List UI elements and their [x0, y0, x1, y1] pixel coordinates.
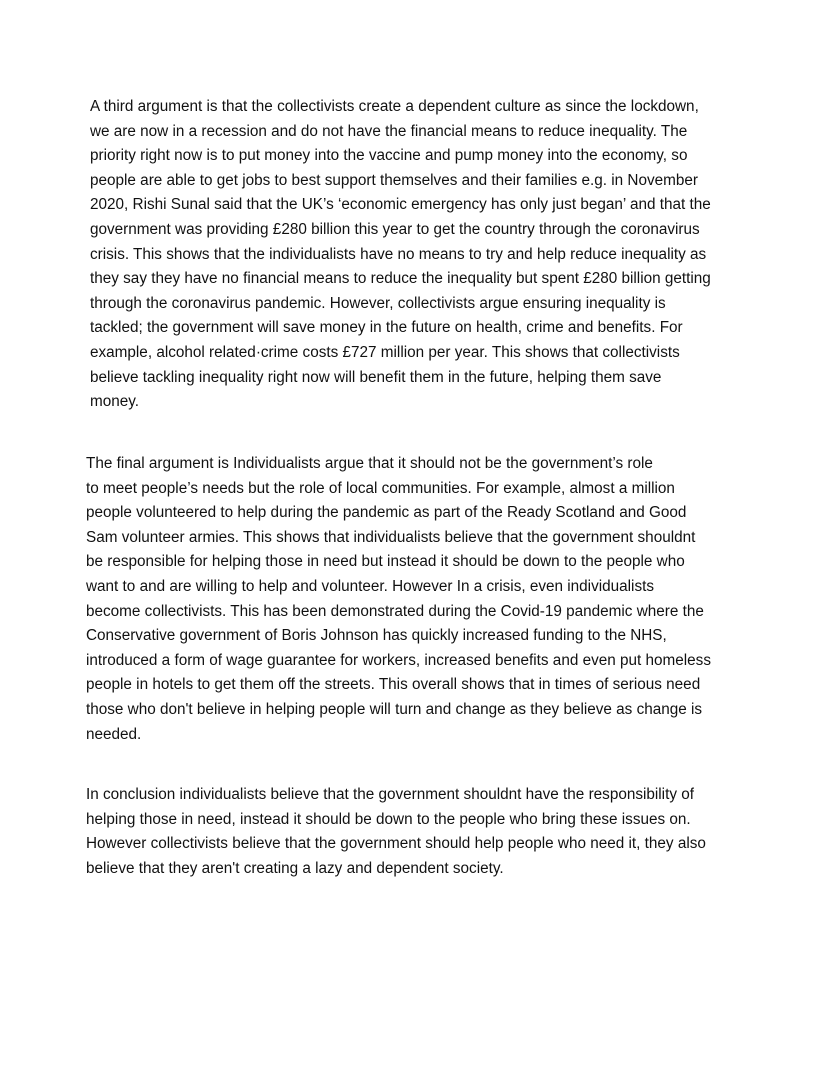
text-line: priority right now is to put money into the vaccine and pump money into the economy, so	[90, 147, 688, 165]
text-line: Conservative government of Boris Johnson has quickly increased funding to the NHS,	[86, 627, 667, 645]
text-line: helping those in need, instead it should be down to the people who bring these issues on.	[86, 810, 691, 828]
text-line: introduced a form of wage guarantee for workers, increased benefits and even put homeless	[86, 651, 711, 669]
text-line: In conclusion individualists believe that the government shouldnt have the responsibility of	[86, 786, 694, 803]
text-line: example, alcohol related·crime costs £727 million per year. This shows that collectivists	[90, 343, 680, 361]
text-line: they say they have no financial means to reduce the inequality but spent £280 billion getting	[90, 270, 711, 288]
text-line: crisis. This shows that the individualists have no means to try and help reduce inequality as	[90, 245, 707, 263]
text-line: believe that they aren't creating a lazy and dependent society.	[86, 859, 504, 877]
text-line: to meet people’s needs but the role of local communities. For example, almost a million	[86, 479, 675, 497]
text-line: money.	[90, 393, 140, 411]
text-line: become collectivists. This has been demonstrated during the Covid-19 pandemic where the	[86, 602, 704, 620]
text-line: government was providing £280 billion this year to get the country through the coronavirus	[90, 220, 700, 238]
text-line: be responsible for helping those in need but instead it should be down to the people who	[86, 553, 685, 571]
text-line: However collectivists believe that the government should help people who need it, they also	[86, 835, 706, 853]
text-line: want to and are willing to help and volunteer. However In a crisis, even individualists	[86, 577, 654, 595]
text-line: we are now in a recession and do not have the financial means to reduce inequality. The	[90, 122, 688, 140]
paragraph-final-argument	[86, 452, 786, 747]
text-line: people volunteered to help during the pandemic as part of the Ready Scotland and Good	[86, 504, 687, 522]
text-line: believe tackling inequality right now will benefit them in the future, helping them save	[90, 368, 662, 386]
text-line: people in hotels to get them off the streets. This overall shows that in times of serious need	[86, 676, 701, 694]
text-line: people are able to get jobs to best support themselves and their families e.g. in November	[90, 171, 698, 189]
text-line: tackled; the government will save money in the future on health, crime and benefits. For	[90, 319, 683, 337]
paragraph-third-argument	[90, 95, 790, 415]
text-line: 2020, Rishi Sunal said that the UK’s ‘economic emergency has only just began’ and that the	[90, 196, 711, 214]
text-line: needed.	[86, 725, 142, 743]
text-line: A third argument is that the collectivists create a dependent culture as since the lockdown,	[90, 98, 699, 115]
text-line: Sam volunteer armies. This shows that individualists believe that the government shouldnt	[86, 528, 696, 546]
text-line: The final argument is Individualists argue that it should not be the government’s role	[86, 455, 653, 472]
text-line: through the coronavirus pandemic. However, collectivists argue ensuring inequality is	[90, 294, 666, 312]
text-line: those who don't believe in helping people will turn and change as they believe as change is	[86, 700, 703, 718]
paragraph-conclusion	[86, 783, 786, 881]
